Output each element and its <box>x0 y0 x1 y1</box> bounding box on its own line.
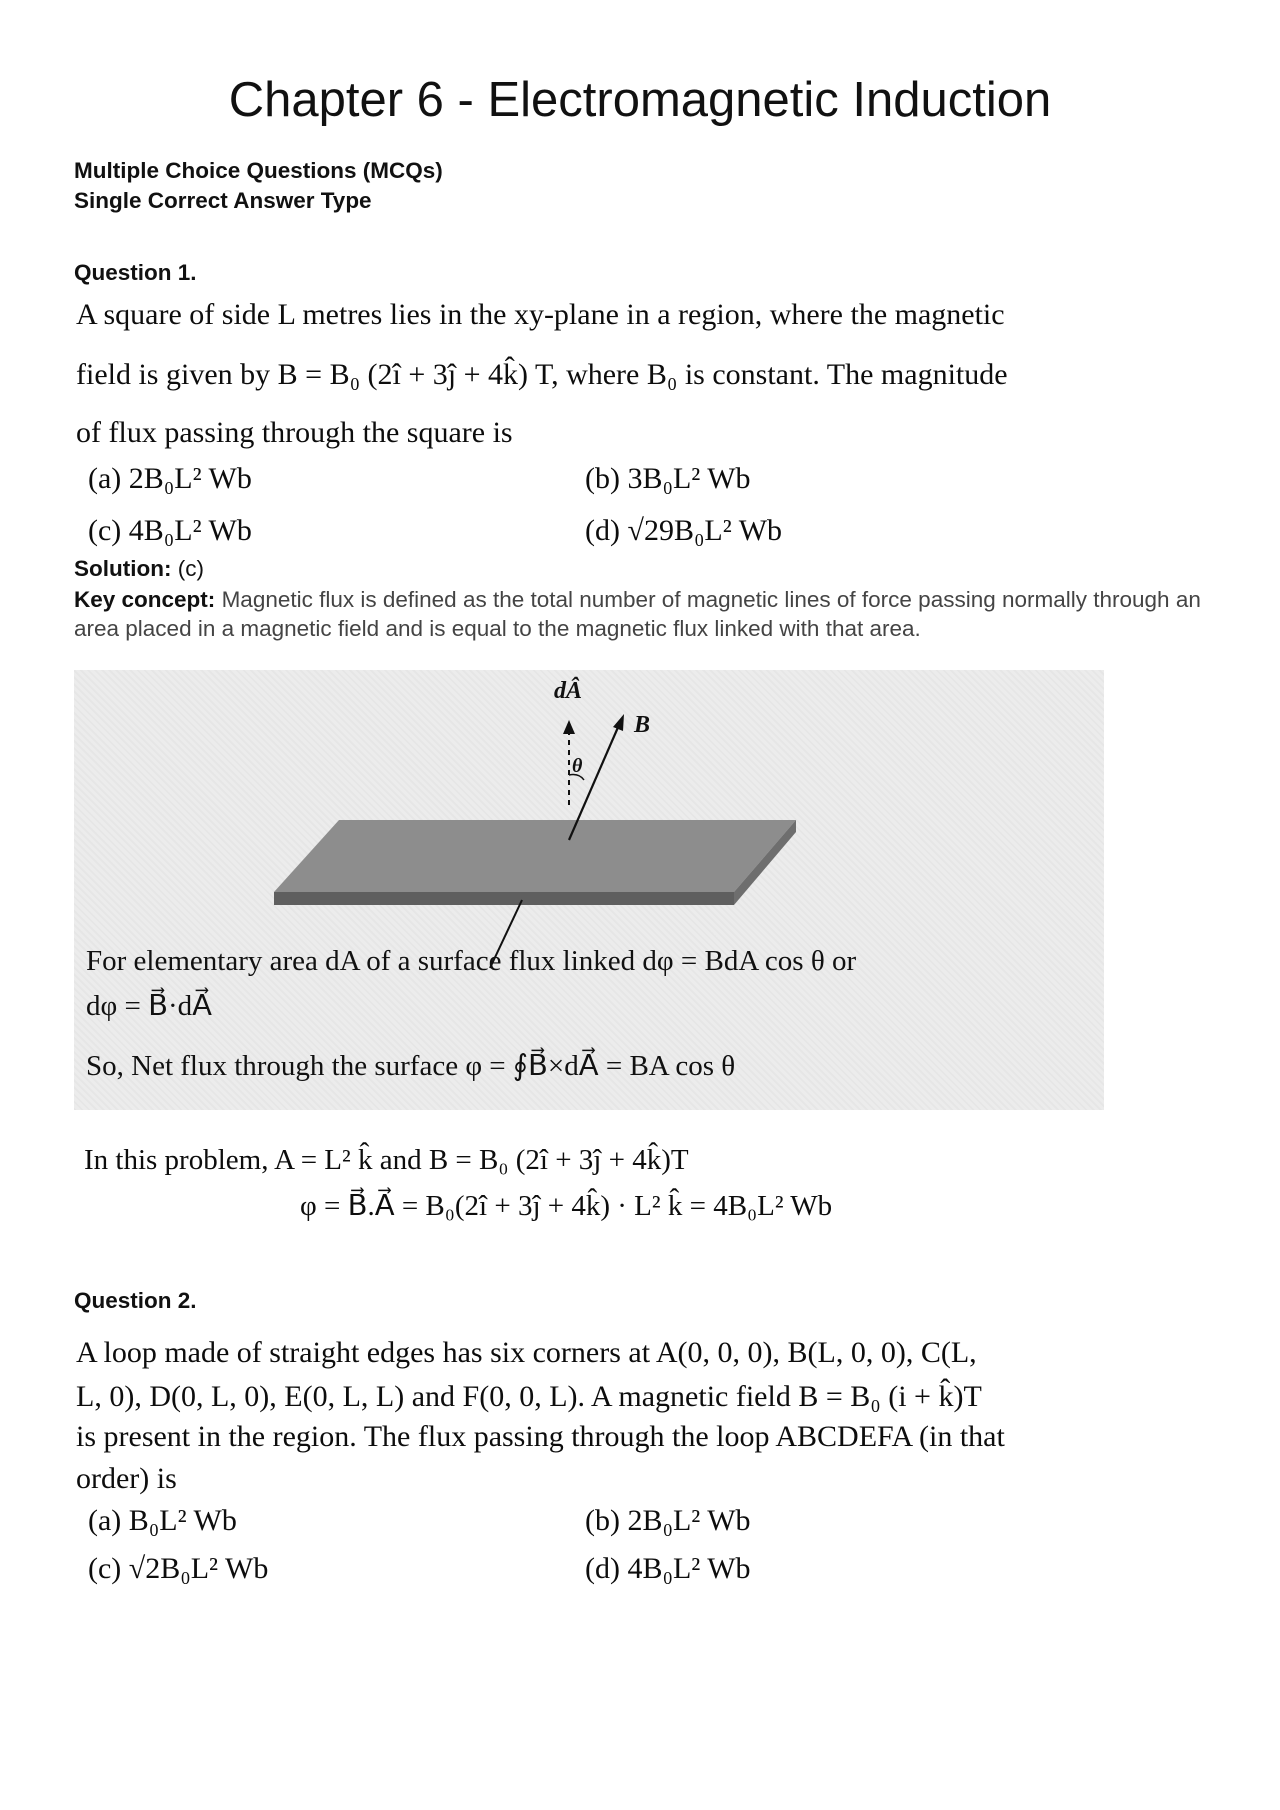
solution-label: Solution: <box>74 556 172 581</box>
q1-text-line-1: A square of side L metres lies in the xy-plane in a region, where the magnetic <box>76 298 1005 331</box>
q1-solution <box>74 556 204 582</box>
flux-figure <box>74 670 1104 1110</box>
normal-arrowhead <box>563 720 575 734</box>
page-title: Chapter 6 - Electromagnetic Induction <box>228 73 1052 127</box>
question-1-heading: Question 1. <box>74 260 197 285</box>
surface-slab-side-front <box>274 892 734 905</box>
key-concept-label: Key concept: <box>74 587 216 612</box>
q2-option-a: (a) B₀L² Wb <box>88 1504 237 1537</box>
q2-option-d: (d) 4B₀L² Wb <box>585 1552 751 1585</box>
q1-work-line-1: In this problem, A = L² k̂ and B = B₀ (2î + 3ĵ + 4k̂)T <box>84 1144 689 1176</box>
q1-option-a: (a) 2B₀L² Wb <box>88 462 252 495</box>
q2-option-b: (b) 2B₀L² Wb <box>585 1504 751 1537</box>
q1-work-line-2: φ = B⃗.A⃗ = B₀(2î + 3ĵ + 4k̂) · L² k̂ = 4B₀L² Wb <box>300 1190 833 1222</box>
surface-slab-top <box>274 820 796 892</box>
flux-diagram <box>74 670 1104 1110</box>
question-2-heading: Question 2. <box>74 1288 197 1313</box>
q2-text-line-4: order) is <box>76 1462 177 1495</box>
q2-text-line-1: A loop made of straight edges has six corners at A(0, 0, 0), B(L, 0, 0), C(L, <box>76 1336 977 1369</box>
solution-value: (c) <box>177 556 204 581</box>
subtitle-type: Single Correct Answer Type <box>74 188 372 213</box>
q2-option-c: (c) √2B₀L² Wb <box>88 1552 269 1585</box>
label-theta: θ <box>572 755 583 777</box>
subtitle-mcq: Multiple Choice Questions (MCQs) <box>74 158 443 183</box>
key-concept-text: Magnetic flux is defined as the total number of magnetic lines of force passing normally through an area placed in a magnetic field and is equal to the magnetic flux linked with that area. <box>74 587 1201 641</box>
q2-text-line-3: is present in the region. The flux passing through the loop ABCDEFA (in that <box>76 1420 1005 1453</box>
q1-option-b: (b) 3B₀L² Wb <box>585 462 751 495</box>
q1-option-d: (d) √29B₀L² Wb <box>585 514 783 547</box>
q1-key-concept <box>74 585 1204 643</box>
label-dA: dÂ <box>554 678 583 704</box>
q1-text-line-3: of flux passing through the square is <box>76 416 513 449</box>
figure-text-line-3: So, Net flux through the surface φ = ∮B⃗×dA⃗ = BA cos θ <box>86 1050 736 1082</box>
q1-text-line-2: field is given by B = B₀ (2î + 3ĵ + 4k̂) T, where B₀ is constant. The magnitude <box>76 358 1008 391</box>
q2-text-line-2: L, 0), D(0, L, 0), E(0, L, L) and F(0, 0, L). A magnetic field B = B₀ (i + k̂)T <box>76 1380 982 1413</box>
q1-option-c: (c) 4B₀L² Wb <box>88 514 252 547</box>
figure-text-line-2: dφ = B⃗·dA⃗ <box>86 990 212 1022</box>
label-B: B⃗ <box>634 712 669 738</box>
figure-text-line-1: For elementary area dA of a surface flux linked dφ = BdA cos θ or <box>86 945 857 977</box>
field-arrowhead <box>613 714 624 731</box>
